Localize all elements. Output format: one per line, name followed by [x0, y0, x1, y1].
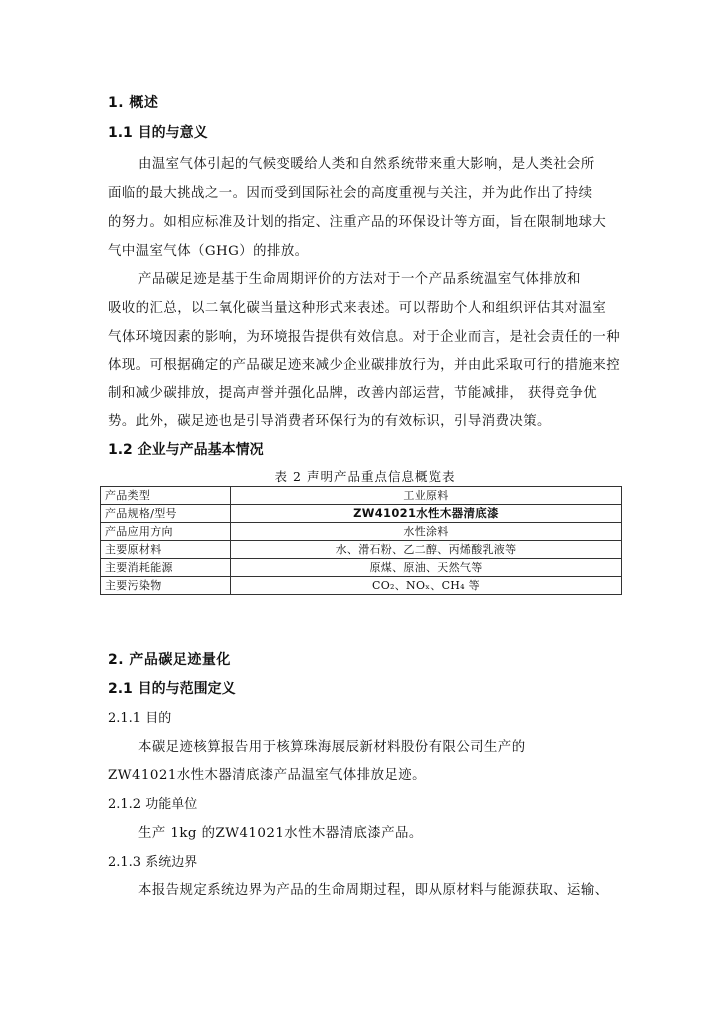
table-cell-label: 主要原材料: [101, 541, 231, 559]
paragraph-line: 的努力。如相应标准及计划的指定、注重产品的环保设计等方面，旨在限制地球大: [108, 215, 607, 230]
table-row: [101, 559, 622, 577]
section-2-1-heading: 2.1 目的与范围定义: [108, 681, 236, 697]
paragraph-line: 体现。可根据确定的产品碳足迹来减少企业碳排放行为，并由此采取可行的措施来控: [108, 358, 621, 373]
paragraph-line: 面临的最大挑战之一。因而受到国际社会的高度重视与关注，并为此作出了持续: [108, 186, 593, 201]
product-info-table: [100, 486, 622, 595]
section-2-1-1-heading: 2.1.1 目的: [108, 711, 172, 726]
table-cell-value: 工业原料: [231, 487, 622, 505]
table-cell-label: 产品规格/型号: [101, 505, 231, 523]
paragraph-line: 本碳足迹核算报告用于核算珠海展辰新材料股份有限公司生产的: [138, 740, 526, 755]
paragraph-line: 由温室气体引起的气候变暖给人类和自然系统带来重大影响，是人类社会所: [138, 157, 595, 172]
table-cell-label: 产品类型: [101, 487, 231, 505]
table-row: [101, 577, 622, 595]
table-row: [101, 523, 622, 541]
paragraph-line: 气中温室气体（GHG）的排放。: [108, 244, 309, 259]
table-cell-value: 水、滑石粉、乙二醇、丙烯酸乳液等: [231, 541, 622, 559]
section-1-2-heading: 1.2 企业与产品基本情况: [108, 442, 264, 458]
paragraph-line: 产品碳足迹是基于生命周期评价的方法对于一个产品系统温室气体排放和: [138, 272, 581, 287]
section-2-1-2-heading: 2.1.2 功能单位: [108, 797, 198, 812]
table-row: [101, 487, 622, 505]
section-2-1-3-heading: 2.1.3 系统边界: [108, 855, 198, 870]
table-cell-label: 产品应用方向: [101, 523, 231, 541]
table-cell-value: ZW41021水性木器清底漆: [231, 505, 622, 523]
section-2-heading: 2. 产品碳足迹量化: [108, 652, 231, 668]
table-cell-value: 水性涂料: [231, 523, 622, 541]
paragraph-line: 吸收的汇总，以二氧化碳当量这种形式来表述。可以帮助个人和组织评估其对温室: [108, 301, 607, 316]
section-1-1-heading: 1.1 目的与意义: [108, 125, 208, 141]
table-cell-value: CO₂、NOₓ、CH₄ 等: [231, 577, 622, 595]
table-row: [101, 541, 622, 559]
table-cell-value: 原煤、原油、天然气等: [231, 559, 622, 577]
table-row: [101, 505, 622, 523]
section-1-heading: 1. 概述: [108, 95, 159, 111]
table-caption: 表 2 声明产品重点信息概览表: [274, 469, 456, 484]
paragraph-line: 势。此外，碳足迹也是引导消费者环保行为的有效标识，引导消费决策。: [108, 414, 551, 429]
table-cell-label: 主要污染物: [101, 577, 231, 595]
paragraph-line: 气体环境因素的影响，为环境报告提供有效信息。对于企业而言，是社会责任的一种: [108, 330, 621, 345]
paragraph-line: 本报告规定系统边界为产品的生命周期过程，即从原材料与能源获取、运输、: [138, 883, 609, 898]
paragraph-line: 生产 1kg 的ZW41021水性木器清底漆产品。: [138, 826, 423, 841]
table-cell-label: 主要消耗能源: [101, 559, 231, 577]
paragraph-line: ZW41021水性木器清底漆产品温室气体排放足迹。: [108, 768, 426, 783]
paragraph-line: 制和减少碳排放，提高声誉并强化品牌，改善内部运营，节能减排， 获得竞争优: [108, 386, 598, 401]
